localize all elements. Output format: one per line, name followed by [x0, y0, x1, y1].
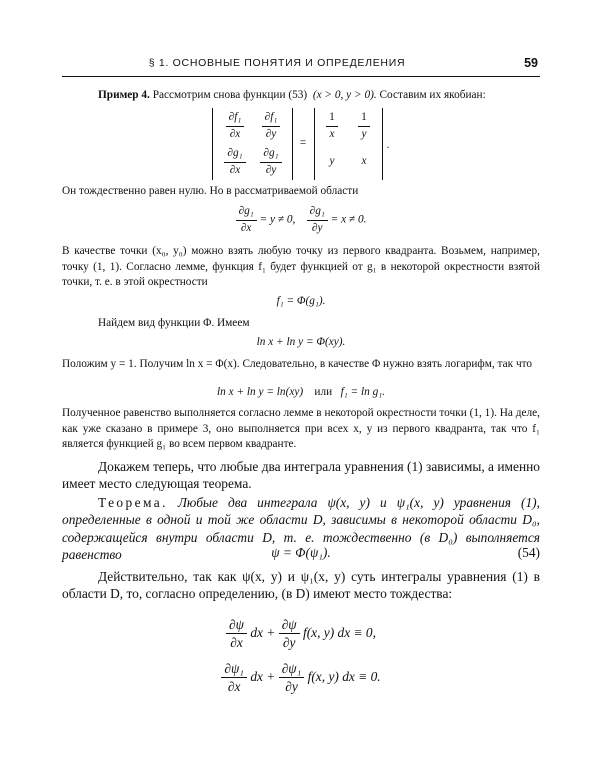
example-intro-text: Рассмотрим снова функции (53) [152, 89, 308, 101]
left-det-bar-left [212, 108, 213, 180]
paragraph-result: Полученное равенство выполняется согласно лемме в некоторой окрестности точки (1, 1). На деле, как уже сказано в примере 3, оно выполняется при всех x, y из первого квадранта, так что f₁ является функцией g₁ во всем первом квадранте. [62, 407, 540, 451]
theorem-text: Любые два интеграла ψ(x, y) и ψ₁(x, y) уравнения (1), определенные в одной и той же области D, зависимы в некоторой области D₀, содержащейся внутри области D, т. е. тождественно (в D₀) выполняется равенство [62, 495, 540, 562]
eq-identity-2: $\frac{\text{∂ψ₁}}{\partial x}$ dx + $\frac{\text{∂ψ₁}}{\partial y}$ f(x, y) dx ≡ 0. [62, 660, 540, 696]
paragraph-indeed: Действительно, так как ψ(x, y) и ψ₁(x, y) суть интегралы уравнения (1) в области D, то, согласно определению, (в D) имеют место тождества: [62, 569, 540, 602]
example-condition: (x > 0, y > 0). [312, 89, 377, 101]
jacobian-equation [212, 108, 402, 180]
running-header [62, 56, 540, 77]
eq-f1: f₁ = Φ(g₁). [276, 295, 326, 307]
left-det-bar-right [292, 108, 293, 180]
paragraph-point: В качестве точки (x₀, y₀) можно взять любую точку из первого квадранта. Возьмем, например, точку (1, 1). Согласно лемме, функция f₁ будет функцией от g₁ в некоторой окрестности взятой точки, т. е. в этой окрестности [62, 245, 540, 289]
eq-partials: $\frac{\text{∂g₁}}{\partial x}$ = y ≠ 0, $\frac{\text{∂g₁}}{\partial y}$ = x ≠ 0. [62, 204, 540, 236]
jac-cell: $\frac{1}{y}$ [352, 110, 376, 142]
jac-cell: y [329, 155, 335, 167]
jac-equals: = [299, 137, 307, 149]
jac-cell: $\frac{1}{x}$ [320, 110, 344, 142]
jac-cell: $\frac{\text{∂f₁}}{\partial x}$ [220, 110, 250, 142]
jac-cell: $\frac{\text{∂f₁}}{\partial y}$ [256, 110, 286, 142]
jac-cell: $\frac{\text{∂g₁}}{\partial y}$ [256, 146, 286, 178]
eq-ln: ln x + ln y = Φ(xy). [256, 336, 346, 348]
eq-54-number: (54) [517, 545, 540, 560]
paragraph-prove: Докажем теперь, что любые два интеграла уравнения (1) зависимы, а именно имеет место следующая теорема. [62, 459, 540, 492]
section-title: § 1. ОСНОВНЫЕ ПОНЯТИЯ И ОПРЕДЕЛЕНИЯ [148, 57, 406, 69]
page-number: 59 [524, 56, 538, 70]
example-intro [62, 88, 540, 104]
example-label: Пример 4. [98, 89, 150, 101]
jac-cell: $\frac{\text{∂g₁}}{\partial x}$ [220, 146, 250, 178]
eq-log: ln x + ln y = ln(xy) или f₁ = ln g₁. [216, 386, 385, 398]
example-intro-tail: Составим их якобиан: [379, 89, 486, 101]
paragraph-set: Положим y = 1. Получим ln x = Φ(x). Следовательно, в качестве Φ нужно взять логарифм, так что [62, 358, 533, 370]
theorem-label: Теорема. [98, 495, 168, 510]
jac-period: . [386, 139, 390, 151]
eq-identity-1: $\frac{\partial\psi}{\partial x}$ dx + $\frac{\partial\psi}{\partial y}$ f(x, y) dx ≡ 0, [62, 616, 540, 652]
right-det-bar-left [314, 108, 315, 180]
right-det-bar-right [382, 108, 383, 180]
paragraph-zero: Он тождественно равен нулю. Но в рассматриваемой области [62, 185, 359, 197]
jac-cell: x [361, 155, 367, 167]
paragraph-find: Найдем вид функции Φ. Имеем [98, 317, 250, 329]
eq-54: ψ = Φ(ψ₁). [271, 545, 331, 560]
